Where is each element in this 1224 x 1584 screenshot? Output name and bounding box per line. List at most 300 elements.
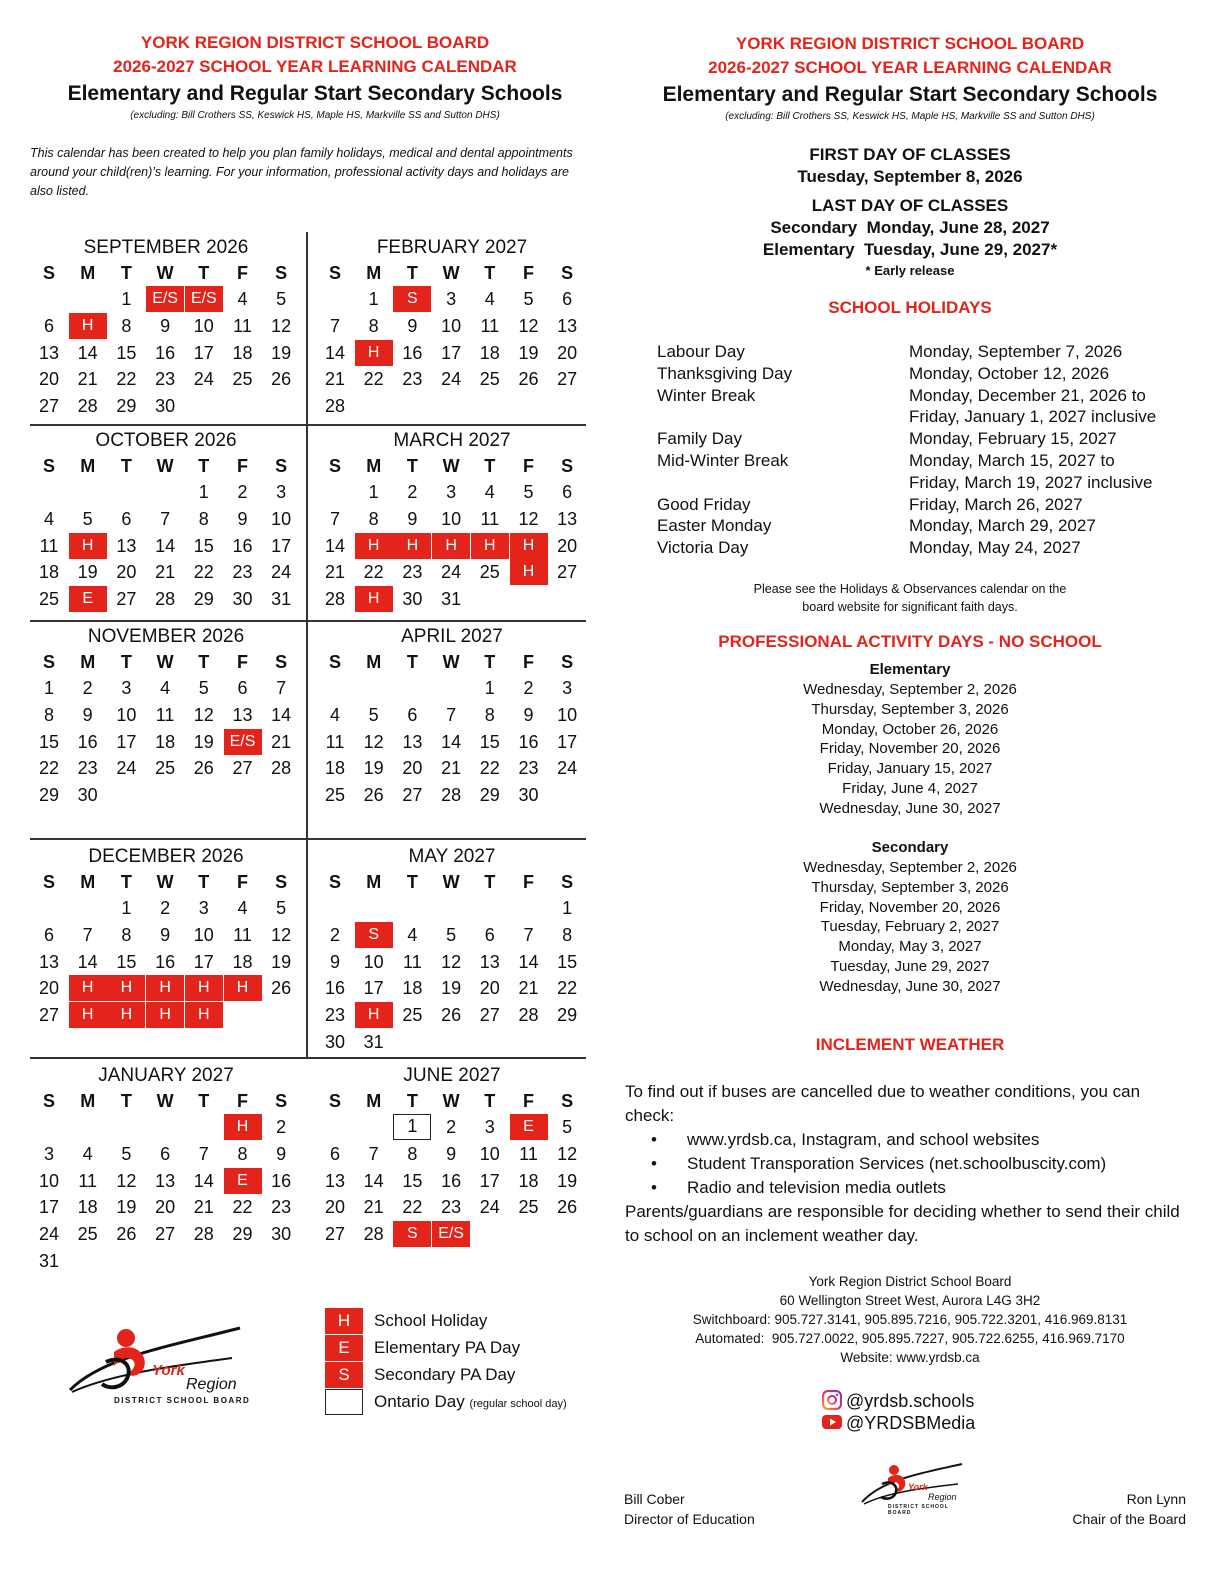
day-cell-marked: S: [393, 286, 431, 312]
day-cell: 10: [441, 315, 462, 336]
day-cell: 18: [38, 562, 60, 583]
weekday-header: M: [80, 872, 96, 892]
day-cell: 8: [121, 924, 132, 945]
weekday-header: M: [80, 456, 96, 476]
day-cell: 27: [232, 758, 253, 779]
legend-swatch-ontario: [325, 1389, 363, 1415]
logo-small-board: DISTRICT SCHOOL BOARD: [888, 1504, 949, 1516]
day-cell: 15: [116, 951, 137, 972]
contact-address: 60 Wellington Street West, Aurora L4G 3H2: [779, 1293, 1041, 1308]
weekday-header: T: [120, 456, 132, 476]
day-cell: 4: [82, 1143, 93, 1164]
day-cell: 6: [484, 924, 495, 945]
day-cell: 7: [276, 678, 287, 698]
weekday-header: W: [156, 652, 174, 672]
day-cell: 14: [77, 342, 98, 363]
day-cell: 14: [324, 535, 346, 556]
day-cell: 24: [271, 562, 292, 583]
day-cell-ontario-day: 1: [393, 1114, 431, 1140]
weekday-header: M: [366, 263, 382, 283]
day-cell: 20: [479, 978, 500, 999]
weather-source-item: [625, 1176, 1185, 1200]
day-cell: 23: [155, 369, 176, 390]
day-cell: 16: [232, 535, 253, 556]
legend-swatch-h: H: [325, 1308, 363, 1334]
day-cell: 13: [557, 508, 578, 529]
holiday-name: Winter Break: [657, 385, 756, 405]
day-cell: 17: [441, 342, 462, 363]
weekday-header: S: [42, 456, 55, 476]
holiday-date: Monday, December 21, 2026 to: [909, 385, 1146, 405]
weekday-header: S: [561, 652, 574, 672]
day-cell: 6: [329, 1143, 340, 1164]
day-cell: 1: [368, 482, 379, 502]
weekday-header: S: [328, 872, 341, 892]
pa-day-item: Friday, November 20, 2026: [819, 898, 1001, 916]
day-cell: 11: [233, 315, 252, 336]
weekday-header: S: [328, 652, 341, 672]
weekday-header: T: [484, 872, 496, 892]
day-cell: 9: [160, 924, 171, 945]
weekday-header: F: [237, 872, 248, 892]
day-cell: 13: [38, 342, 60, 363]
yrdsb-logo-small: [858, 1458, 968, 1514]
weekday-header: F: [237, 263, 248, 283]
day-cell: 16: [155, 951, 176, 972]
day-cell: 21: [324, 562, 346, 583]
day-cell: 27: [557, 369, 578, 390]
pa-day-item: Monday, October 26, 2026: [821, 720, 999, 738]
day-cell: 8: [407, 1143, 418, 1164]
contact-website: Website: www.yrdsb.ca: [840, 1350, 980, 1365]
day-cell: 25: [77, 1224, 98, 1245]
day-cell: 23: [324, 1005, 346, 1026]
month-title: MAY 2027: [408, 846, 496, 867]
weekday-header: S: [275, 1091, 288, 1111]
school-holidays-title: SCHOOL HOLIDAYS: [828, 298, 992, 317]
day-cell: 17: [479, 1170, 500, 1191]
day-cell-marked: H: [224, 1114, 262, 1140]
day-cell: 19: [116, 1197, 137, 1218]
month-title: JUNE 2027: [403, 1065, 501, 1086]
weekday-header: S: [42, 652, 55, 672]
weekday-header: T: [484, 652, 496, 672]
day-cell: 13: [324, 1170, 346, 1191]
right-header: [610, 32, 1210, 124]
day-cell: 28: [324, 396, 346, 417]
weekday-header: F: [237, 1091, 248, 1111]
weekday-header: S: [42, 1091, 55, 1111]
weekday-header: T: [198, 263, 210, 283]
day-cell-marked: H: [107, 975, 145, 1001]
inclement-weather-title: INCLEMENT WEATHER: [815, 1035, 1005, 1054]
social-youtube[interactable]: [822, 1412, 975, 1434]
day-cell: 14: [155, 535, 176, 556]
day-cell-marked: H: [355, 533, 393, 559]
day-cell: 19: [518, 342, 539, 363]
day-cell: 30: [271, 1224, 292, 1245]
day-cell: 3: [446, 482, 457, 502]
weekday-header: T: [484, 456, 496, 476]
day-cell: 10: [193, 924, 214, 945]
logo-board: DISTRICT SCHOOL BOARD: [114, 1396, 251, 1405]
day-cell: 29: [557, 1005, 578, 1026]
day-cell-marked: H: [107, 1002, 145, 1028]
day-cell-marked: H: [69, 1002, 107, 1028]
pa-day-item: Monday, May 3, 2027: [838, 938, 982, 956]
calendar-subtitle-right: Elementary and Regular Start Secondary Schools: [662, 83, 1158, 106]
day-cell: 2: [446, 1117, 457, 1137]
day-cell: 9: [160, 315, 171, 336]
calendar-subtitle: Elementary and Regular Start Secondary Schools: [67, 82, 563, 105]
day-cell: 15: [479, 731, 500, 752]
day-cell: 28: [518, 1005, 539, 1026]
day-cell: 15: [38, 731, 60, 752]
day-cell: 9: [82, 704, 93, 725]
day-cell: 26: [518, 369, 539, 390]
weekday-header: W: [156, 263, 174, 283]
day-cell: 27: [324, 1224, 346, 1245]
pa-day-item: Tuesday, February 2, 2027: [820, 918, 1000, 936]
day-cell: 27: [402, 785, 423, 806]
day-cell: 18: [155, 731, 176, 752]
day-cell: 24: [116, 758, 137, 779]
day-cell: 30: [324, 1032, 346, 1052]
day-cell: 11: [78, 1170, 98, 1191]
day-cell: 12: [518, 508, 539, 529]
day-cell: 4: [237, 289, 248, 309]
calendar-divider-horizontal: [30, 424, 586, 426]
day-cell: 20: [324, 1197, 346, 1218]
day-cell: 25: [232, 369, 253, 390]
day-cell: 29: [232, 1224, 253, 1245]
day-cell: 6: [562, 482, 573, 502]
month-title: JANUARY 2027: [98, 1065, 234, 1086]
calendar-year-title-right: 2026-2027 SCHOOL YEAR LEARNING CALENDAR: [708, 58, 1112, 77]
day-cell: 8: [368, 508, 379, 529]
last-day-block: [610, 195, 1210, 281]
day-cell: 3: [562, 678, 573, 698]
day-cell: 16: [77, 731, 98, 752]
board-name-right: YORK REGION DISTRICT SCHOOL BOARD: [735, 34, 1085, 53]
day-cell-marked: H: [355, 340, 393, 366]
day-cell: 22: [193, 562, 214, 583]
left-header: [20, 31, 610, 123]
day-cell: 31: [363, 1032, 384, 1052]
day-cell: 7: [446, 704, 457, 725]
day-cell: 20: [155, 1197, 176, 1218]
day-cell: 11: [233, 924, 252, 945]
holidays-note-line2: board website for significant faith days.: [802, 600, 1018, 614]
day-cell: 9: [329, 951, 340, 972]
day-cell: 13: [402, 731, 423, 752]
pa-day-item: Tuesday, June 29, 2027: [830, 957, 990, 975]
pa-day-item: Thursday, September 3, 2026: [811, 878, 1009, 896]
day-cell: 12: [557, 1143, 578, 1164]
day-cell: 3: [43, 1143, 54, 1164]
day-cell: 25: [38, 589, 60, 610]
day-cell: 20: [38, 369, 60, 390]
day-cell: 6: [43, 924, 54, 945]
legend-row-secondary: [325, 1362, 595, 1388]
logo-region: Region: [186, 1376, 237, 1393]
day-cell: 24: [441, 369, 462, 390]
day-cell: 12: [193, 704, 214, 725]
day-cell-marked: E/S: [146, 286, 184, 312]
day-cell: 18: [402, 978, 423, 999]
board-name: YORK REGION DISTRICT SCHOOL BOARD: [140, 33, 490, 52]
weekday-header: S: [328, 263, 341, 283]
day-cell: 7: [82, 924, 93, 945]
day-cell: 6: [43, 315, 54, 336]
day-cell-marked: S: [355, 922, 393, 948]
day-cell: 17: [116, 731, 137, 752]
pa-secondary-heading: Secondary: [871, 839, 949, 856]
day-cell: 29: [193, 589, 214, 610]
weekday-header: W: [156, 1091, 174, 1111]
holiday-name: Labour Day: [657, 342, 745, 361]
legend-row-holiday: [325, 1308, 595, 1334]
month-title: MARCH 2027: [393, 430, 511, 451]
last-day-elementary: Elementary Tuesday, June 29, 2027*: [762, 240, 1058, 259]
day-cell: 10: [441, 508, 462, 529]
day-cell: 1: [562, 898, 573, 918]
holiday-date: Friday, March 26, 2027: [909, 494, 1083, 514]
calendar-year-title: 2026-2027 SCHOOL YEAR LEARNING CALENDAR: [113, 57, 517, 76]
bullet-icon: •: [651, 1178, 657, 1197]
legend-label-holiday: School Holiday: [374, 1311, 488, 1330]
holiday-name: Family Day: [657, 429, 743, 449]
day-cell: 4: [484, 482, 495, 502]
day-cell: 26: [557, 1197, 578, 1218]
day-cell: 19: [271, 951, 292, 972]
day-cell: 23: [441, 1197, 462, 1218]
first-day-title: FIRST DAY OF CLASSES: [809, 145, 1011, 164]
day-cell: 24: [38, 1224, 60, 1245]
day-cell: 8: [43, 704, 54, 725]
day-cell: 20: [557, 342, 578, 363]
first-day-date: Tuesday, September 8, 2026: [797, 167, 1023, 186]
day-cell: 17: [271, 535, 292, 556]
weather-source-text: Student Transporation Services (net.schoolbuscity.com): [687, 1154, 1107, 1173]
day-cell: 6: [160, 1143, 171, 1164]
day-cell: 12: [116, 1170, 137, 1191]
day-cell: 19: [271, 342, 292, 363]
day-cell-marked: H: [224, 975, 262, 1001]
social-instagram[interactable]: [822, 1390, 974, 1412]
day-cell: 5: [523, 482, 534, 502]
day-cell: 8: [237, 1143, 248, 1164]
signature-director: [624, 1489, 755, 1529]
day-cell: 26: [271, 369, 292, 390]
legend-label-secondary: Secondary PA Day: [374, 1365, 516, 1384]
day-cell: 31: [271, 589, 292, 610]
day-cell: 25: [402, 1005, 423, 1026]
day-cell: 28: [324, 589, 346, 610]
day-cell: 27: [479, 1005, 500, 1026]
weather-outro: Parents/guardians are responsible for deciding whether to send their child to school on an inclement weather day.: [625, 1202, 1180, 1245]
day-cell: 16: [402, 342, 423, 363]
weekday-header: M: [80, 263, 96, 283]
day-cell: 29: [38, 785, 60, 806]
day-cell: 17: [193, 342, 214, 363]
yrdsb-logo: [62, 1318, 252, 1410]
day-cell: 3: [198, 898, 209, 918]
day-cell-marked: E/S: [432, 1221, 470, 1247]
day-cell: 26: [116, 1224, 137, 1245]
day-cell: 16: [441, 1170, 462, 1191]
weekday-header: T: [120, 1091, 132, 1111]
day-cell: 14: [363, 1170, 384, 1191]
weekday-header: T: [406, 456, 418, 476]
legend-row-ontario: [325, 1389, 595, 1415]
day-cell-marked: H: [432, 533, 470, 559]
day-cell: 21: [441, 758, 462, 779]
day-cell: 14: [324, 342, 346, 363]
weekday-header: F: [523, 263, 534, 283]
day-cell: 9: [446, 1143, 457, 1164]
youtube-icon: [822, 1412, 842, 1432]
day-cell: 11: [480, 508, 500, 529]
weekday-header: T: [406, 263, 418, 283]
weekday-header: T: [120, 263, 132, 283]
day-cell-marked: H: [185, 975, 223, 1001]
pa-day-item: Wednesday, September 2, 2026: [803, 859, 1017, 876]
weekday-header: T: [198, 872, 210, 892]
weekday-header: M: [80, 1091, 96, 1111]
day-cell: 22: [116, 369, 137, 390]
day-cell: 8: [121, 315, 132, 336]
day-cell: 17: [38, 1197, 60, 1218]
day-cell: 27: [557, 562, 578, 583]
day-cell: 4: [329, 704, 340, 725]
day-cell: 1: [484, 678, 495, 698]
holidays-note-line1: Please see the Holidays & Observances calendar on the: [753, 582, 1067, 596]
day-cell: 18: [324, 758, 346, 779]
director-name: Bill Cober: [624, 1491, 685, 1507]
weekday-header: T: [198, 652, 210, 672]
day-cell-marked: E/S: [224, 729, 262, 755]
weather-text: [625, 1080, 1185, 1248]
day-cell: 14: [441, 731, 462, 752]
holiday-date: Monday, February 15, 2027: [909, 429, 1117, 449]
day-cell: 30: [232, 589, 253, 610]
day-cell: 23: [77, 758, 98, 779]
weekday-header: S: [328, 1091, 341, 1111]
weekday-header: S: [561, 872, 574, 892]
weekday-header: T: [406, 872, 418, 892]
contact-switchboard: Switchboard: 905.727.3141, 905.895.7216, 905.722.3201, 416.969.8131: [692, 1312, 1128, 1327]
holiday-name: Mid-Winter Break: [657, 451, 789, 470]
pa-days-title: PROFESSIONAL ACTIVITY DAYS - NO SCHOOL: [718, 632, 1102, 651]
weekday-header: S: [275, 456, 288, 476]
day-cell-marked: H: [471, 533, 509, 559]
day-cell: 7: [329, 315, 340, 336]
day-cell: 17: [193, 951, 214, 972]
logo-small-york: York: [908, 1482, 928, 1492]
holidays-note: [610, 580, 1210, 616]
day-cell: 10: [116, 704, 137, 725]
day-cell: 8: [198, 508, 209, 529]
day-cell: 5: [82, 508, 93, 529]
weekday-header: T: [484, 263, 496, 283]
day-cell: 4: [160, 678, 171, 698]
day-cell-marked: E: [69, 586, 107, 612]
day-cell: 4: [237, 898, 248, 918]
day-cell-marked: H: [146, 1002, 184, 1028]
day-cell: 12: [271, 924, 292, 945]
legend-ontario-text: Ontario Day: [374, 1392, 465, 1411]
day-cell: 3: [446, 289, 457, 309]
day-cell: 27: [38, 396, 60, 417]
day-cell: 2: [237, 482, 248, 502]
day-cell: 9: [407, 315, 418, 336]
weekday-header: T: [198, 1091, 210, 1111]
day-cell: 30: [518, 785, 539, 806]
weather-source-item: [625, 1152, 1185, 1176]
weekday-header: M: [366, 652, 382, 672]
day-cell: 6: [237, 678, 248, 698]
weekday-header: W: [442, 456, 460, 476]
weather-sources-list: [625, 1128, 1185, 1200]
weekday-header: W: [156, 872, 174, 892]
day-cell: 28: [441, 785, 462, 806]
holiday-name: Easter Monday: [657, 516, 772, 536]
weekday-header: S: [42, 263, 55, 283]
excluded-schools: (excluding: Bill Crothers SS, Keswick HS, Maple HS, Markville SS and Sutton DHS): [130, 110, 500, 121]
day-cell: 30: [402, 589, 423, 610]
day-cell: 31: [38, 1251, 60, 1271]
weekday-header: F: [523, 1091, 534, 1111]
day-cell: 6: [121, 508, 132, 529]
day-cell-marked: H: [510, 533, 548, 559]
day-cell: 19: [77, 562, 98, 583]
day-cell-marked: H: [69, 313, 107, 339]
day-cell: 3: [276, 482, 287, 502]
day-cell: 19: [441, 978, 462, 999]
pa-day-item: Wednesday, June 30, 2027: [819, 977, 1001, 995]
day-cell: 2: [160, 898, 171, 918]
day-cell: 21: [193, 1197, 214, 1218]
day-cell: 11: [403, 951, 422, 972]
day-cell: 5: [446, 924, 457, 945]
holiday-name: Victoria Day: [657, 538, 749, 558]
weather-source-text: www.yrdsb.ca, Instagram, and school websites: [687, 1130, 1040, 1149]
day-cell: 5: [523, 289, 534, 309]
day-cell: 18: [77, 1197, 98, 1218]
early-release-note: * Early release: [865, 263, 955, 278]
day-cell: 5: [276, 289, 287, 309]
weekday-header: M: [80, 652, 96, 672]
day-cell: 6: [407, 704, 418, 725]
holiday-date: Monday, March 29, 2027: [909, 516, 1096, 536]
weekday-header: T: [484, 1091, 496, 1111]
day-cell: 16: [518, 731, 539, 752]
day-cell: 3: [121, 678, 132, 698]
bullet-icon: •: [651, 1154, 657, 1173]
day-cell: 3: [484, 1117, 495, 1137]
calendar-divider-horizontal: [30, 838, 586, 840]
day-cell: 17: [363, 978, 384, 999]
weekday-header: S: [328, 456, 341, 476]
day-cell: 22: [232, 1197, 253, 1218]
director-title: Director of Education: [624, 1511, 755, 1527]
contact-automated: Automated: 905.727.0022, 905.895.7227, 905.722.6255, 416.969.7170: [695, 1331, 1125, 1346]
day-cell-marked: S: [393, 1221, 431, 1247]
weekday-header: T: [120, 872, 132, 892]
day-cell: 18: [232, 342, 253, 363]
day-cell: 16: [324, 978, 346, 999]
